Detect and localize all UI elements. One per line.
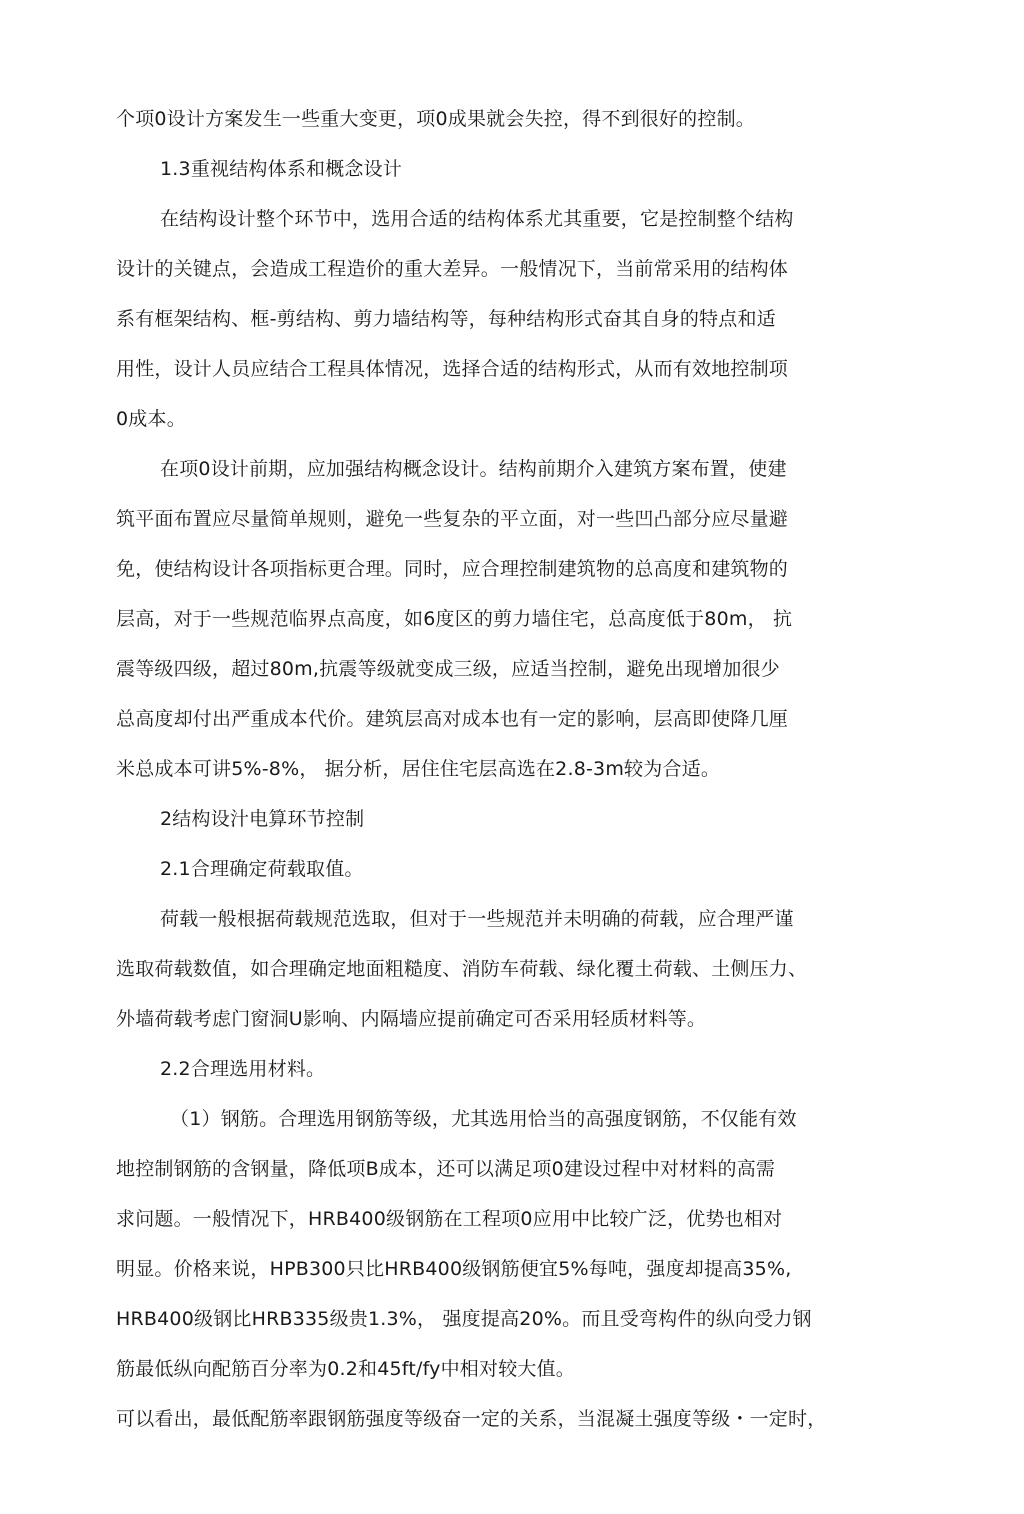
- text-line: 个项0设计方案发生一些重大变更，项0成果就会失控，得不到很好的控制。: [116, 108, 755, 130]
- text-line: 层高，对于一些规范临界点高度，如6度区的剪力墙住宅，总高度低于80m， 抗: [116, 608, 793, 630]
- text-line: 地控制钢筋的含钢量，降低项B成本，还可以满足项0建设过程中对材料的高需: [116, 1158, 776, 1180]
- text-line: 免，使结构设计各项指标更合理。同时，应合理控制建筑物的总高度和建筑物的: [116, 558, 789, 580]
- text-line: 设计的关键点，会造成工程造价的重大差异。一般情况下，当前常采用的结构体: [116, 258, 789, 280]
- text-line: 震等级四级，超过80m,抗震等级就变成三级，应适当控制，避免出现增加很少: [116, 658, 780, 680]
- text-line: 求问题。一般情况下，HRB400级钢筋在工程项0应用中比较广泛，优势也相对: [116, 1208, 783, 1230]
- text-line: （1）钢筋。合理选用钢筋等级，尤其选用恰当的高强度钢筋，不仅能有效: [170, 1108, 797, 1130]
- text-line: 在结构设计整个环节中，选用合适的结构体系尤其重要，它是控制整个结构: [160, 208, 794, 230]
- text-line: 明显。价格来说，HPB300只比HRB400级钢筋便宜5%每吨，强度却提高35%,: [116, 1258, 792, 1280]
- section-heading: 1.3重视结构体系和概念设计: [160, 158, 403, 180]
- section-heading: 2结构设汁电算环节控制: [160, 808, 365, 830]
- text-line: 0成本。: [116, 408, 186, 430]
- text-line: 可以看出，最低配筋率跟钢筋强度等级奋一定的关系，当混凝土强度等级・一定时，: [116, 1408, 827, 1430]
- text-line: 外墙荷载考虑门窗洞U影响、内隔墙应提前确定可否采用轻质材料等。: [116, 1008, 707, 1030]
- text-line: 米总成本可讲5%-8%， 据分析，居住住宅层高选在2.8-3m较为合适。: [116, 758, 721, 780]
- text-line: 筋最低纵向配筋百分率为0.2和45ft/fy中相对较大值。: [116, 1358, 575, 1380]
- subsection-heading: 2.1合理确定荷载取值。: [160, 858, 364, 880]
- subsection-heading: 2.2合理选用材料。: [160, 1058, 326, 1080]
- text-line: 系有框架结构、框-剪结构、剪力墙结构等，每种结构形式奋其自身的特点和适: [116, 308, 776, 330]
- text-line: 选取荷载数值，如合理确定地面粗糙度、消防车荷载、绿化覆土荷载、土侧压力、: [116, 958, 808, 980]
- text-line: 筑平面布置应尽量简单规则，避免一些复杂的平立面，对一些凹凸部分应尽量避: [116, 508, 789, 530]
- text-line: 总高度却付出严重成本代价。建筑层高对成本也有一定的影响，层高即使降几厘: [116, 708, 789, 730]
- text-line: 用性，设计人员应结合工程具体情况，选择合适的结构形式，从而有效地控制项: [116, 358, 789, 380]
- text-line: HRB400级钢比HRB335级贵1.3%， 强度提高20%。而且受弯构件的纵向受力钢: [116, 1308, 812, 1330]
- text-line: 在项0设计前期，应加强结构概念设计。结构前期介入建筑方案布置，使建: [160, 458, 787, 480]
- text-line: 荷载一般根据荷载规范选取，但对于一些规范并未明确的荷载，应合理严谨: [160, 908, 794, 930]
